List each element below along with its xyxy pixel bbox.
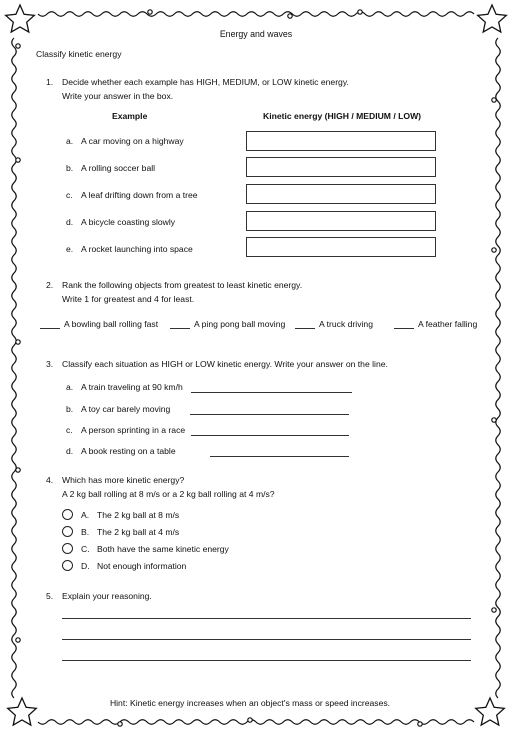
answer-line-b[interactable] [190,414,349,415]
answer-line-d[interactable] [210,456,349,457]
option-letter: C. [81,544,90,554]
item-text: A book resting on a table [81,446,176,456]
item-text: A rolling soccer ball [81,163,156,173]
item-letter: d. [66,446,74,456]
q2-number: 2. [46,280,54,290]
q1-col-answer-header: Kinetic energy (HIGH / MEDIUM / LOW) [263,111,422,121]
q3-prompt: Classify each situation as HIGH or LOW kinetic energy. Write your answer on the line. [62,359,388,369]
item-text: A toy car barely moving [81,404,171,414]
rank-blank[interactable] [394,328,414,329]
answer-line-a[interactable] [191,392,352,393]
option-text: The 2 kg ball at 8 m/s [97,510,180,520]
item-letter: a. [66,136,74,146]
item-text: A person sprinting in a race [81,425,186,435]
q1-number: 1. [46,77,54,87]
q1-prompt-line2: Write your answer in the box. [62,91,174,101]
radio-button[interactable] [62,543,73,554]
rank-item-text: A bowling ball rolling fast [64,319,159,329]
q2-prompt-line2: Write 1 for greatest and 4 for least. [62,294,195,304]
option-text: Both have the same kinetic energy [97,544,229,554]
item-text: A car moving on a highway [81,136,184,146]
q3-number: 3. [46,359,54,369]
response-line-1[interactable] [62,618,471,619]
item-letter: b. [66,404,74,414]
q5-number: 5. [46,591,54,601]
star-icon-top-left [6,5,35,32]
answer-box-d[interactable] [246,211,436,231]
item-text: A train traveling at 90 km/h [81,382,183,392]
star-icon-top-right [478,5,507,32]
option-letter: D. [81,561,90,571]
rank-item-text: A truck driving [319,319,373,329]
q4-number: 4. [46,475,54,485]
item-letter: c. [66,425,73,435]
radio-button[interactable] [62,560,73,571]
option-text: Not enough information [97,561,187,571]
rank-blank[interactable] [170,328,190,329]
item-text: A leaf drifting down from a tree [81,190,198,200]
item-letter: b. [66,163,74,173]
answer-box-c[interactable] [246,184,436,204]
option-letter: B. [81,527,90,537]
q4-prompt-line1: Which has more kinetic energy? [62,475,185,485]
answer-box-e[interactable] [246,237,436,257]
q1-prompt-line1: Decide whether each example has HIGH, MEDIUM, or LOW kinetic energy. [62,77,349,87]
item-text: A bicycle coasting slowly [81,217,176,227]
q2-prompt-line1: Rank the following objects from greatest to least kinetic energy. [62,280,303,290]
answer-box-b[interactable] [246,157,436,177]
page-title: Energy and waves [219,29,293,39]
option-letter: A. [81,510,90,520]
hint-text: Hint: Kinetic energy increases when an object's mass or speed increases. [109,698,391,708]
page-subtitle: Classify kinetic energy [36,49,122,59]
answer-line-c[interactable] [191,435,349,436]
option-text: The 2 kg ball at 4 m/s [97,527,180,537]
item-letter: d. [66,217,74,227]
item-text: A rocket launching into space [81,244,193,254]
answer-box-a[interactable] [246,131,436,151]
radio-button[interactable] [62,526,73,537]
rank-blank[interactable] [40,328,60,329]
response-line-3[interactable] [62,660,471,661]
rank-blank[interactable] [295,328,315,329]
item-letter: e. [66,244,74,254]
radio-button[interactable] [62,509,73,520]
rank-item-text: A feather falling [418,319,478,329]
q5-prompt: Explain your reasoning. [62,591,152,601]
response-line-2[interactable] [62,639,471,640]
q4-prompt-line2: A 2 kg ball rolling at 8 m/s or a 2 kg ball rolling at 4 m/s? [62,489,275,499]
item-letter: c. [66,190,73,200]
item-letter: a. [66,382,74,392]
rank-item-text: A ping pong ball moving [194,319,286,329]
q1-col-example-header: Example [112,111,148,121]
